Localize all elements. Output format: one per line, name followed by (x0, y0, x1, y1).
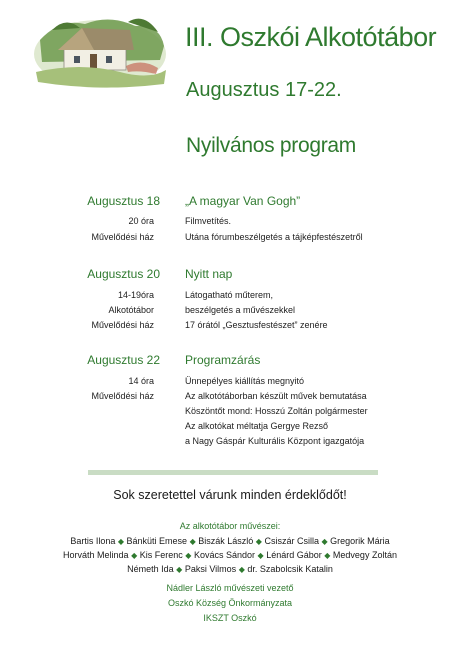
row-time-place: 14-19óra (117, 290, 154, 300)
artist-line (0, 536, 460, 546)
artist-name: Paksi Vilmos (184, 564, 237, 574)
event-dates: Augusztus 17-22. (186, 79, 342, 101)
row-time-place: Művelődési ház (91, 391, 154, 401)
program-row (0, 406, 460, 420)
program-row (0, 421, 460, 435)
program-row (0, 290, 460, 304)
program-row (0, 320, 460, 334)
credit-line: Nádler László művészeti vezető (166, 583, 294, 593)
row-description: Az alkotótáborban készült művek bemutatása (185, 391, 367, 401)
day-date: Augusztus 20 (87, 267, 160, 281)
welcome-message: Sok szeretettel várunk minden érdeklődőt! (113, 488, 347, 502)
program-row (0, 232, 460, 246)
diamond-icon: ◆ (255, 537, 262, 546)
credit-line: Oszkó Község Önkormányzata (167, 598, 293, 608)
artist-name: Lénárd Gábor (266, 550, 322, 560)
day-title: Nyitt nap (185, 267, 233, 281)
row-description: Köszöntőt mond: Hosszú Zoltán polgármester (185, 406, 368, 416)
program-row (0, 436, 460, 450)
row-description: Ünnepélyes kiállítás megnyitó (185, 376, 305, 386)
artists-heading: Az alkotótábor művészei: (179, 521, 281, 531)
program-row (0, 305, 460, 319)
row-time-place: 20 óra (128, 216, 154, 226)
row-description: beszélgetés a művészekkel (185, 305, 296, 315)
artist-name: Biszák László (198, 536, 254, 546)
program-heading: Nyilvános program (186, 134, 356, 157)
artist-name: Bartis Ilona (70, 536, 116, 546)
day-date: Augusztus 18 (87, 194, 160, 208)
program-row (0, 391, 460, 405)
row-time-place: Művelődési ház (91, 320, 154, 330)
diamond-icon: ◆ (257, 551, 264, 560)
artist-name: Horváth Melinda (63, 550, 129, 560)
section-divider (88, 470, 378, 475)
artist-line (0, 550, 460, 560)
artist-name: Bánküti Emese (126, 536, 188, 546)
row-time-place: Művelődési ház (91, 232, 154, 242)
diamond-icon: ◆ (238, 565, 245, 574)
artist-name: Kis Ferenc (139, 550, 183, 560)
row-description: Utána fórumbeszélgetés a tájképfestészetről (185, 232, 363, 242)
diamond-icon: ◆ (185, 551, 192, 560)
row-description: Filmvetítés. (185, 216, 232, 226)
diamond-icon: ◆ (176, 565, 183, 574)
program-row (0, 376, 460, 390)
artist-name: Németh Ida (127, 564, 174, 574)
artist-name: Csiszár Csilla (264, 536, 319, 546)
row-time-place: Alkotótábor (108, 305, 154, 315)
day-title: Programzárás (185, 353, 261, 367)
page-title: III. Oszkói Alkotótábor (185, 22, 437, 52)
diamond-icon: ◆ (117, 537, 125, 546)
artist-line (0, 564, 460, 574)
diamond-icon: ◆ (131, 551, 138, 560)
row-description: a Nagy Gáspár Kulturális Központ igazgatója (185, 436, 365, 446)
credit-line: IKSZT Oszkó (203, 613, 257, 623)
artist-name: Medvegy Zoltán (332, 550, 397, 560)
diamond-icon: ◆ (324, 551, 331, 560)
day-date: Augusztus 22 (87, 353, 160, 367)
row-time-place: 14 óra (128, 376, 154, 386)
diamond-icon: ◆ (321, 537, 328, 546)
diamond-icon: ◆ (189, 537, 196, 546)
row-description: Látogatható műterem, (185, 290, 274, 300)
artist-name: Kovács Sándor (193, 550, 255, 560)
artist-name: Gregorik Mária (330, 536, 390, 546)
row-description: Az alkotókat méltatja Gergye Rezső (185, 421, 329, 431)
program-row (0, 216, 460, 230)
artist-name: dr. Szabolcsik Katalin (247, 564, 333, 574)
row-description: 17 órától „Gesztusfestészet” zenére (185, 320, 328, 330)
header-illustration-cottage (30, 10, 170, 90)
day-title: „A magyar Van Gogh” (185, 194, 301, 208)
